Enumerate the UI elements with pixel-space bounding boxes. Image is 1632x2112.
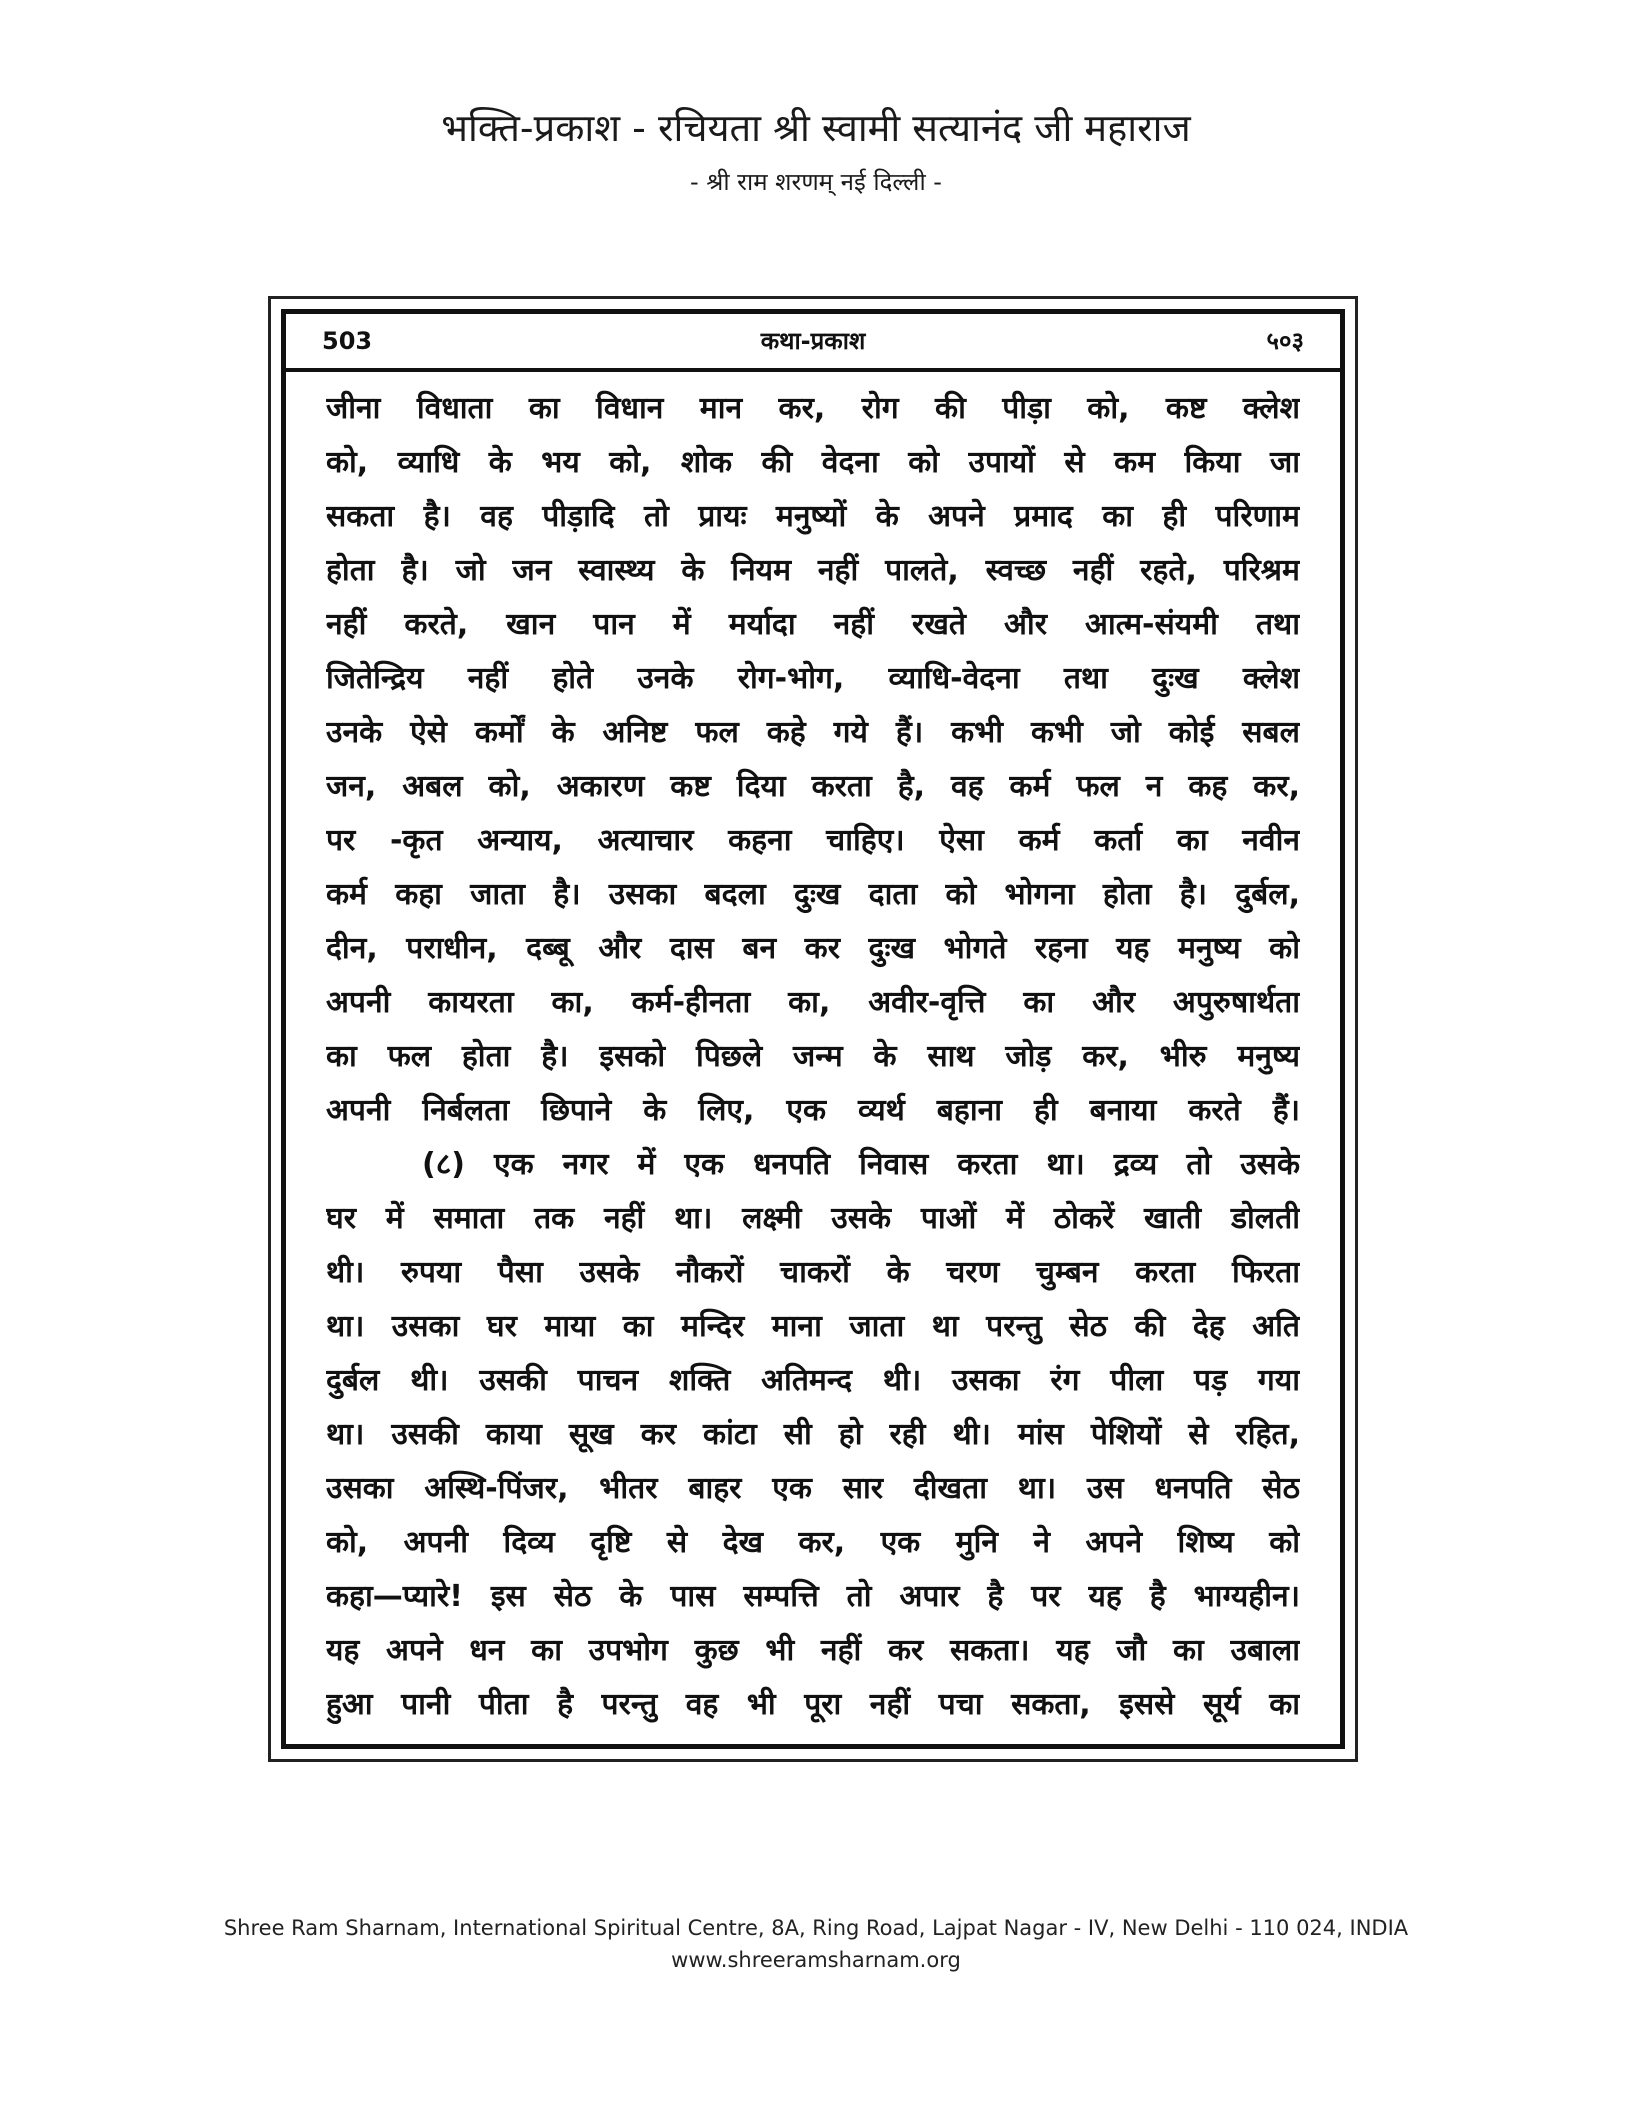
body-text [326,382,1300,1732]
text-line: कर्म कहा जाता है। उसका बदला दुःख दाता को भोगना होता है। दुर्बल, [326,877,1300,912]
text-line: यह अपने धन का उपभोग कुछ भी नहीं कर सकता। यह जौ का उबाला [326,1633,1300,1668]
page-footer [0,1912,1632,1976]
text-line: जन, अबल को, अकारण कष्ट दिया करता है, वह कर्म फल न कह कर, [326,769,1300,804]
text-line: थी। रुपया पैसा उसके नौकरों चाकरों के चरण चुम्बन करता फिरता [326,1255,1300,1290]
text-line: का फल होता है। इसको पिछले जन्म के साथ जोड़ कर, भीरु मनुष्य [326,1039,1300,1074]
text-line: अपनी कायरता का, कर्म-हीनता का, अवीर-वृत्ति का और अपुरुषार्थता [326,985,1300,1020]
page-frame-inner [281,309,1345,1749]
publisher-line: - श्री राम शरणम् नई दिल्ली - [690,168,942,196]
text-line: उनके ऐसे कर्मों के अनिष्ट फल कहे गये हैं। कभी कभी जो कोई सबल [326,715,1300,750]
text-line: जीना विधाता का विधान मान कर, रोग की पीड़ा को, कष्ट क्लेश [326,391,1300,426]
page-number-arabic: 503 [322,327,373,355]
text-line: दुर्बल थी। उसकी पाचन शक्ति अतिमन्द थी। उसका रंग पीला पड़ गया [326,1363,1300,1398]
page-header [0,100,1632,202]
page-number-devanagari: ५०३ [1266,327,1304,355]
text-line: पर -कृत अन्याय, अत्याचार कहना चाहिए। ऐसा कर्म कर्ता का नवीन [326,823,1300,858]
chapter-title: कथा-प्रकाश [760,327,866,355]
text-line: अपनी निर्बलता छिपाने के लिए, एक व्यर्थ बहाना ही बनाया करते हैं। [326,1093,1300,1128]
text-line: कहा—प्यारे! इस सेठ के पास सम्पत्ति तो अपार है पर यह है भाग्यहीन। [326,1579,1300,1614]
text-line: जितेन्द्रिय नहीं होते उनके रोग-भोग, व्याधि-वेदना तथा दुःख क्लेश [326,661,1300,696]
text-line: को, अपनी दिव्य दृष्टि से देख कर, एक मुनि ने अपने शिष्य को [326,1525,1300,1560]
page-frame [268,296,1358,1762]
text-line: नहीं करते, खान पान में मर्यादा नहीं रखते और आत्म-संयमी तथा [326,607,1300,642]
text-line: दीन, पराधीन, दब्बू और दास बन कर दुःख भोगते रहना यह मनुष्य को [326,931,1300,966]
text-line: सकता है। वह पीड़ादि तो प्रायः मनुष्यों के अपने प्रमाद का ही परिणाम [326,499,1300,534]
footer-website: www.shreeramsharnam.org [671,1948,961,1972]
text-line: घर में समाता तक नहीं था। लक्ष्मी उसके पाओं में ठोकरें खाती डोलती [326,1201,1300,1236]
book-title: भक्ति-प्रकाश - रचियता श्री स्वामी सत्यानंद जी महाराज [441,106,1191,150]
text-line: हुआ पानी पीता है परन्तु वह भी पूरा नहीं पचा सकता, इससे सूर्य का [326,1687,1300,1722]
running-head [286,314,1340,372]
paragraph-start-line: (८) एक नगर में एक धनपति निवास करता था। द्रव्य तो उसके [422,1147,1300,1182]
text-line: होता है। जो जन स्वास्थ्य के नियम नहीं पालते, स्वच्छ नहीं रहते, परिश्रम [326,553,1300,588]
text-line: था। उसकी काया सूख कर कांटा सी हो रही थी। मांस पेशियों से रहित, [326,1417,1300,1452]
footer-address: Shree Ram Sharnam, International Spiritual Centre, 8A, Ring Road, Lajpat Nagar - IV, New Delhi - 110 024, INDIA [223,1916,1409,1940]
text-line: उसका अस्थि-पिंजर, भीतर बाहर एक सार दीखता था। उस धनपति सेठ [326,1471,1300,1506]
text-line: को, व्याधि के भय को, शोक की वेदना को उपायों से कम किया जा [326,445,1300,480]
text-line: था। उसका घर माया का मन्दिर माना जाता था परन्तु सेठ की देह अति [326,1309,1300,1344]
